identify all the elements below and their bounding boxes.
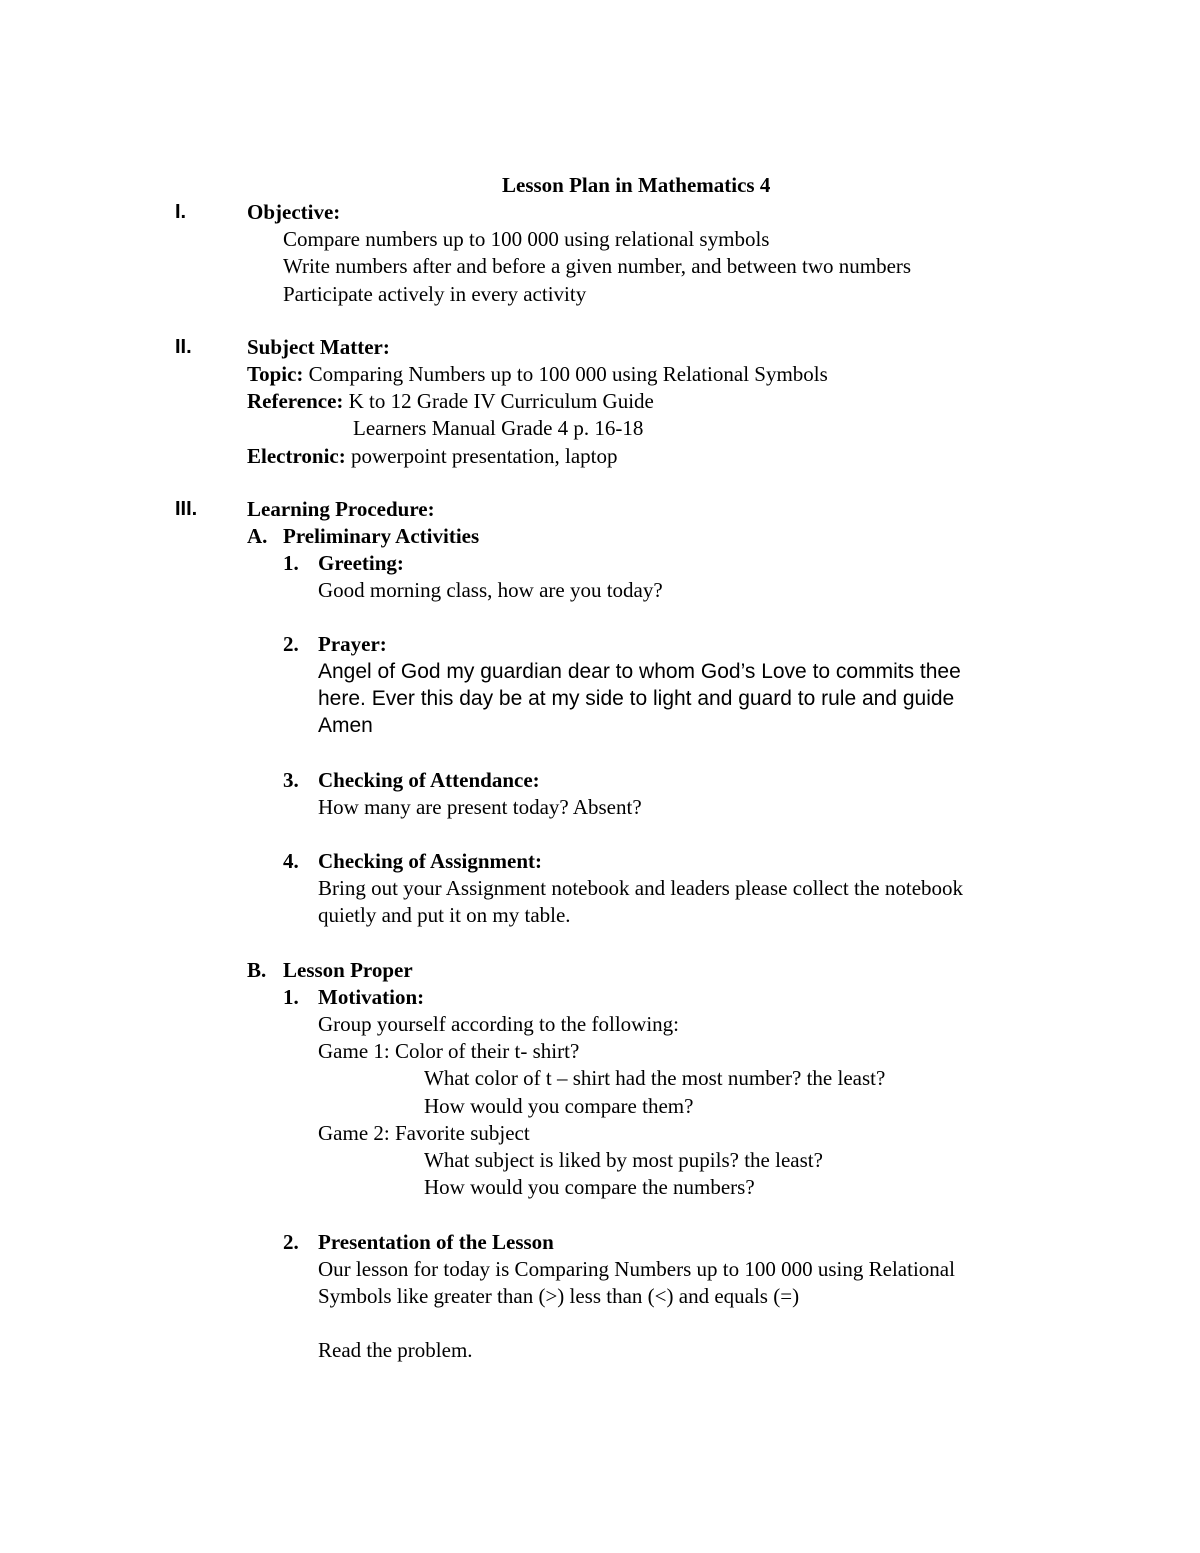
part-b-heading: Lesson Proper: [283, 958, 413, 982]
assignment-line: quietly and put it on my table.: [318, 903, 571, 927]
objective-item: Participate actively in every activity: [283, 282, 587, 306]
assignment-line: Bring out your Assignment notebook and leaders please collect the notebook: [318, 876, 964, 900]
electronic-value: powerpoint presentation, laptop: [351, 444, 618, 468]
game-1-label: Game 1: Color of their t- shirt?: [318, 1039, 580, 1063]
prayer-heading: Prayer:: [318, 632, 387, 656]
game-2-question: What subject is liked by most pupils? the least?: [424, 1148, 823, 1172]
greeting-heading: Greeting:: [318, 551, 404, 575]
greeting-text: Good morning class, how are you today?: [318, 578, 663, 602]
presentation-heading: Presentation of the Lesson: [318, 1230, 554, 1254]
topic-value: Comparing Numbers up to 100 000 using Relational Symbols: [308, 362, 828, 386]
item-number: 1.: [283, 551, 299, 575]
section-numeral-3: III.: [175, 498, 198, 520]
subject-matter-heading: Subject Matter:: [247, 335, 390, 359]
objective-heading: Objective:: [247, 200, 341, 224]
prayer-line: Angel of God my guardian dear to whom God’s Love to commits thee: [318, 660, 961, 683]
game-2-question: How would you compare the numbers?: [424, 1175, 755, 1199]
attendance-heading: Checking of Attendance:: [318, 768, 540, 792]
reference-value: K to 12 Grade IV Curriculum Guide: [348, 389, 654, 413]
learning-procedure-heading: Learning Procedure:: [247, 497, 435, 521]
reference-label: Reference:: [247, 389, 344, 413]
presentation-line: Symbols like greater than (>) less than (<) and equals (=): [318, 1284, 800, 1308]
game-1-question: What color of t – shirt had the most number? the least?: [424, 1066, 886, 1090]
game-2-label: Game 2: Favorite subject: [318, 1121, 530, 1145]
item-number: 1.: [283, 985, 299, 1009]
section-numeral-1: I.: [175, 201, 187, 223]
presentation-line: Our lesson for today is Comparing Numbers up to 100 000 using Relational: [318, 1257, 955, 1281]
assignment-heading: Checking of Assignment:: [318, 849, 543, 873]
part-a-heading: Preliminary Activities: [283, 524, 480, 548]
item-number: 2.: [283, 632, 299, 656]
objective-item: Write numbers after and before a given number, and between two numbers: [283, 254, 912, 278]
item-number: 2.: [283, 1230, 299, 1254]
objective-item: Compare numbers up to 100 000 using relational symbols: [283, 227, 770, 251]
motivation-intro: Group yourself according to the following:: [318, 1012, 679, 1036]
prayer-line: here. Ever this day be at my side to light and guard to rule and guide: [318, 687, 955, 710]
reference-line: [247, 388, 654, 415]
section-numeral-2: II.: [175, 336, 192, 358]
read-the-problem: Read the problem.: [318, 1338, 473, 1362]
topic-label: Topic:: [247, 362, 304, 386]
attendance-text: How many are present today? Absent?: [318, 795, 642, 819]
topic-line: [247, 361, 828, 388]
electronic-line: [247, 443, 618, 470]
game-1-question: How would you compare them?: [424, 1094, 694, 1118]
document-title: Lesson Plan in Mathematics 4: [502, 173, 771, 197]
item-number: 4.: [283, 849, 299, 873]
part-b-letter: B.: [247, 958, 267, 982]
reference-value-2: Learners Manual Grade 4 p. 16-18: [353, 416, 644, 440]
prayer-line: Amen: [318, 714, 373, 737]
electronic-label: Electronic:: [247, 444, 346, 468]
motivation-heading: Motivation:: [318, 985, 425, 1009]
item-number: 3.: [283, 768, 299, 792]
part-a-letter: A.: [247, 524, 268, 548]
